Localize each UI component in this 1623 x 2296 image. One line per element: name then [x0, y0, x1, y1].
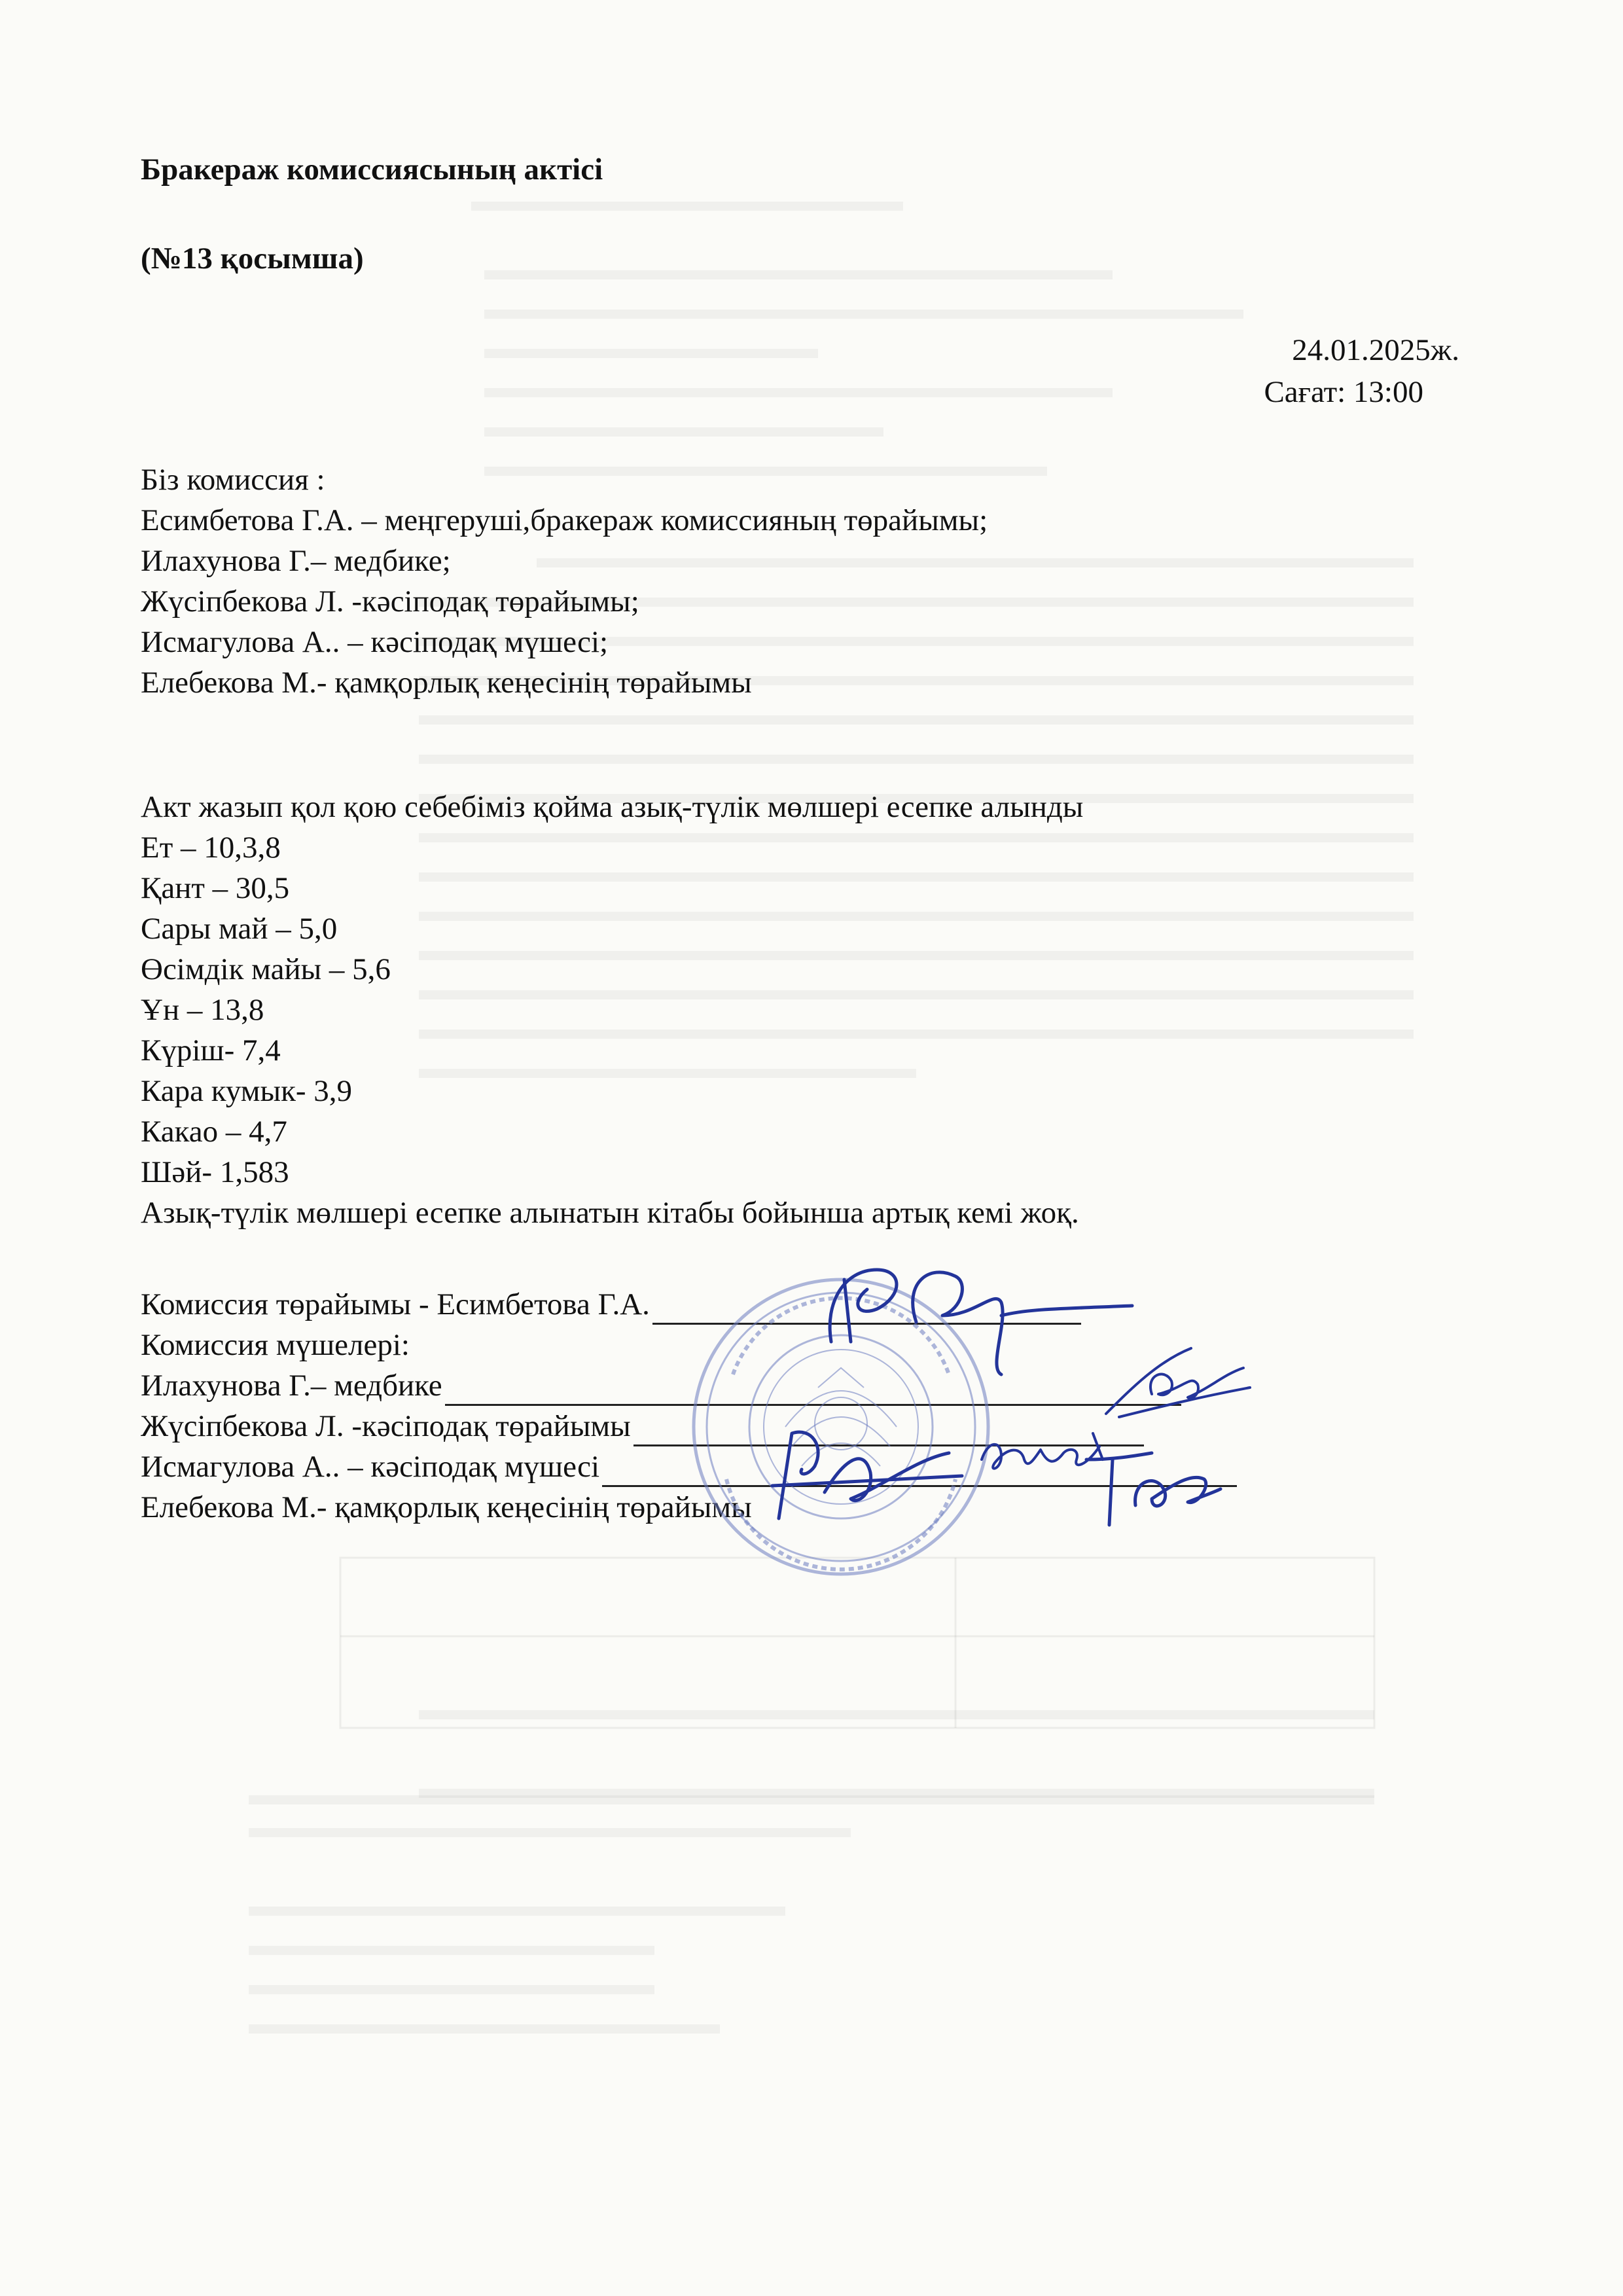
inventory-item: Ұн – 13,8 — [141, 993, 264, 1027]
act-conclusion: Азық-түлік мөлшері есепке алынатын кітабы бойынша артық кемі жоқ. — [141, 1196, 1079, 1230]
inventory-item: Кара кумык- 3,9 — [141, 1074, 353, 1108]
commission-members-block — [141, 459, 988, 703]
document-title: Бракераж комиссиясының актісі — [141, 152, 603, 187]
act-date: 24.01.2025ж. — [1292, 333, 1459, 367]
inventory-item: Какао – 4,7 — [141, 1115, 287, 1149]
commission-intro: Біз комиссия : — [141, 463, 325, 497]
member-line: Есимбетова Г.А. – меңгеруші,бракераж комиссияның төрайымы; — [141, 503, 988, 537]
member-line: Илахунова Г.– медбике; — [141, 544, 451, 578]
inventory-item: Қант – 30,5 — [141, 871, 290, 905]
member-signature-4 — [1073, 1433, 1224, 1532]
member-label: Исмагулова А.. – кәсіподақ мүшесі — [141, 1450, 600, 1484]
member-line: Елебекова М.- қамқорлық кеңесінің төрайымы — [141, 666, 752, 700]
inventory-item: Шәй- 1,583 — [141, 1155, 289, 1189]
appendix-number: (№13 қосымша) — [141, 242, 364, 276]
inventory-item: Ет – 10,3,8 — [141, 831, 281, 865]
member-label: Жүсіпбекова Л. -кәсіподақ төрайымы — [141, 1409, 631, 1443]
act-statement: Акт жазып қол қою себебіміз қойма азық-түлік мөлшері есепке алынды — [141, 790, 1084, 824]
members-label: Комиссия мүшелері: — [141, 1328, 410, 1362]
member-label: Илахунова Г.– медбике — [141, 1369, 442, 1403]
member-signature-2 — [753, 1407, 969, 1532]
act-time: Сағат: 13:00 — [1264, 375, 1423, 409]
member-signature-1 — [1093, 1335, 1263, 1427]
inventory-item: Сары май – 5,0 — [141, 912, 338, 946]
member-line: Исмагулова А.. – кәсіподақ мүшесі; — [141, 625, 609, 659]
inventory-item: Өсімдік майы – 5,6 — [141, 952, 391, 986]
chair-label: Комиссия төрайымы - Есимбетова Г.А. — [141, 1287, 650, 1321]
act-inventory-block — [141, 787, 1083, 1233]
member-line: Жүсіпбекова Л. -кәсіподақ төрайымы; — [141, 584, 639, 619]
inventory-item: Күріш- 7,4 — [141, 1033, 281, 1067]
member-label: Елебекова М.- қамқорлық кеңесінің төрайымы — [141, 1490, 752, 1524]
